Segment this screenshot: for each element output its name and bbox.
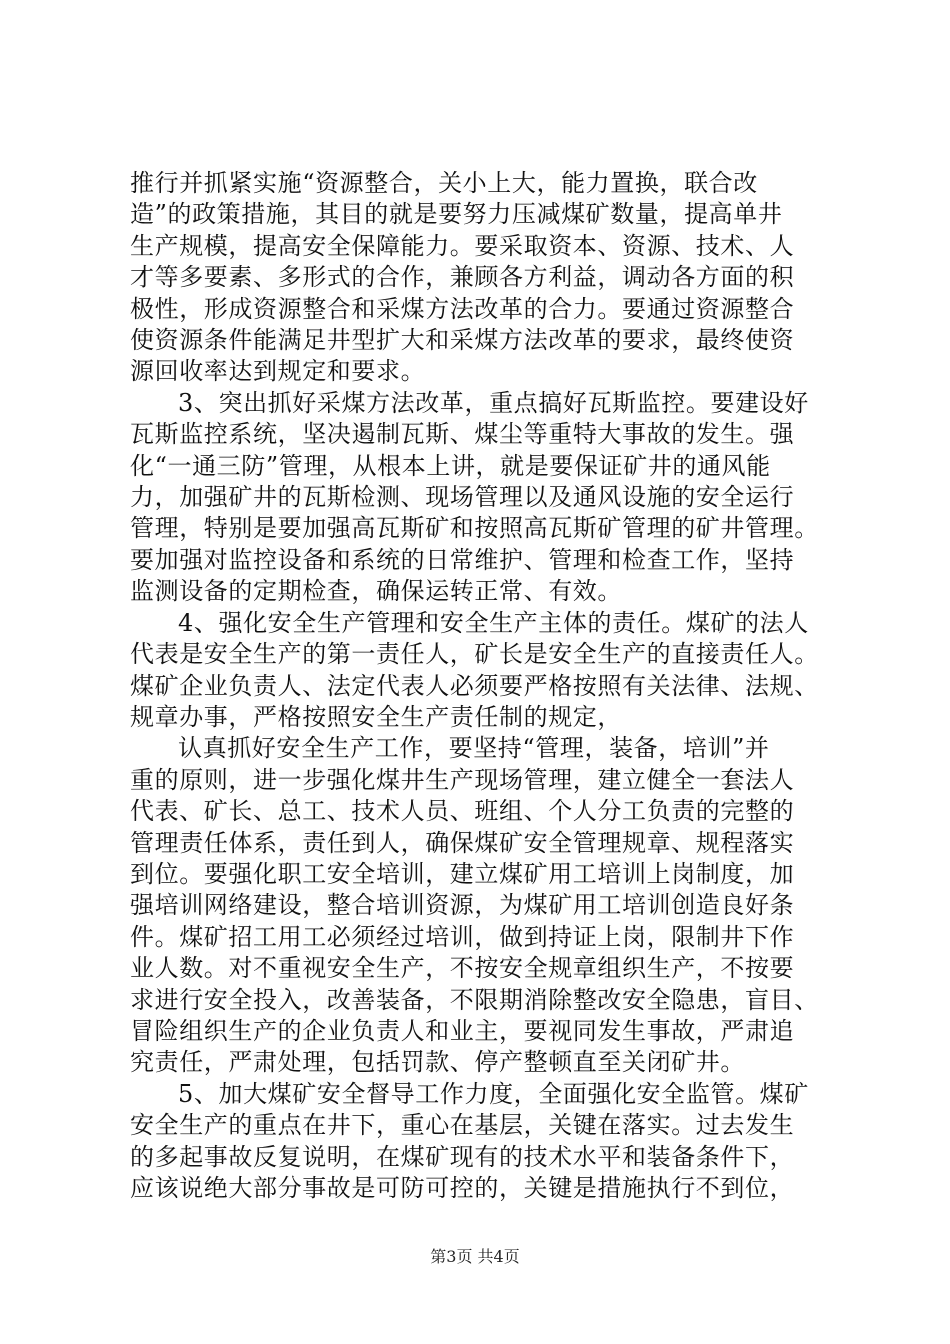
text-line: 究责任，严肃处理，包括罚款、停产整顿直至关闭矿井。 [130, 1048, 745, 1077]
paragraph [130, 608, 830, 734]
text-line: 的多起事故反复说明，在煤矿现有的技术水平和装备条件下， [130, 1142, 795, 1171]
text-line: 才等多要素、多形式的合作，兼顾各方利益，调动各方面的积 [130, 263, 795, 292]
text-line: 监测设备的定期检查，确保运转正常、有效。 [130, 577, 622, 606]
text-line: 管理，特别是要加强高瓦斯矿和按照高瓦斯矿管理的矿井管理。 [130, 514, 819, 543]
text-line: 规章办事，严格按照安全生产责任制的规定， [130, 702, 622, 731]
text-line: 力，加强矿井的瓦斯检测、现场管理以及通风设施的安全运行 [130, 483, 795, 512]
text-line: 极性，形成资源整合和采煤方法改革的合力。要通过资源整合 [130, 294, 795, 323]
text-line: 代表、矿长、总工、技术人员、班组、个人分工负责的完整的 [130, 797, 795, 826]
paragraph [130, 1079, 830, 1205]
text-line: 3、突出抓好采煤方法改革，重点搞好瓦斯监控。要建设好 [178, 388, 809, 417]
text-line: 安全生产的重点在井下，重心在基层，关键在落实。过去发生 [130, 1111, 795, 1140]
text-line: 件。煤矿招工用工必须经过培训，做到持证上岗，限制井下作 [130, 922, 795, 951]
text-line: 要加强对监控设备和系统的日常维护、管理和检查工作，坚持 [130, 545, 795, 574]
paragraph [130, 168, 830, 388]
text-line: 认真抓好安全生产工作，要坚持“管理，装备，培训”并 [178, 734, 770, 763]
text-line: 4、强化安全生产管理和安全生产主体的责任。煤矿的法人 [178, 608, 809, 637]
paragraph [130, 388, 830, 608]
text-line: 求进行安全投入，改善装备，不限期消除整改安全隐患，盲目、 [130, 985, 819, 1014]
text-line: 代表是安全生产的第一责任人，矿长是安全生产的直接责任人。 [130, 640, 819, 669]
text-line: 瓦斯监控系统，坚决遏制瓦斯、煤尘等重特大事故的发生。强 [130, 420, 795, 449]
text-line: 推行并抓紧实施“资源整合，关小上大，能力置换，联合改 [130, 169, 758, 197]
text-line: 强培训网络建设，整合培训资源，为煤矿用工培训创造良好条 [130, 891, 795, 920]
text-line: 冒险组织生产的企业负责人和业主，要视同发生事故，严肃追 [130, 1016, 795, 1045]
text-line: 造”的政策措施，其目的就是要努力压减煤矿数量，提高单井 [130, 200, 783, 229]
text-line: 管理责任体系，责任到人，确保煤矿安全管理规章、规程落实 [130, 828, 795, 857]
text-line: 重的原则，进一步强化煤井生产现场管理，建立健全一套法人 [130, 765, 795, 794]
text-line: 5、加大煤矿安全督导工作力度，全面强化安全监管。煤矿 [178, 1079, 809, 1108]
text-line: 生产规模，提高安全保障能力。要采取资本、资源、技术、人 [130, 231, 795, 260]
text-line: 源回收率达到规定和要求。 [130, 357, 426, 386]
text-line: 应该说绝大部分事故是可防可控的，关键是措施执行不到位， [130, 1174, 795, 1202]
text-line: 使资源条件能满足井型扩大和采煤方法改革的要求，最终使资 [130, 326, 795, 355]
text-line: 煤矿企业负责人、法定代表人必须要严格按照有关法律、法规、 [130, 671, 819, 700]
text-line: 到位。要强化职工安全培训，建立煤矿用工培训上岗制度，加 [130, 859, 795, 888]
text-line: 业人数。对不重视安全生产，不按安全规章组织生产，不按要 [130, 954, 795, 983]
page-footer: 第3页 共4页 [430, 1247, 520, 1266]
document-body [130, 168, 830, 1204]
text-line: 化“一通三防”管理，从根本上讲，就是要保证矿井的通风能 [130, 451, 771, 480]
paragraph [130, 733, 830, 1078]
